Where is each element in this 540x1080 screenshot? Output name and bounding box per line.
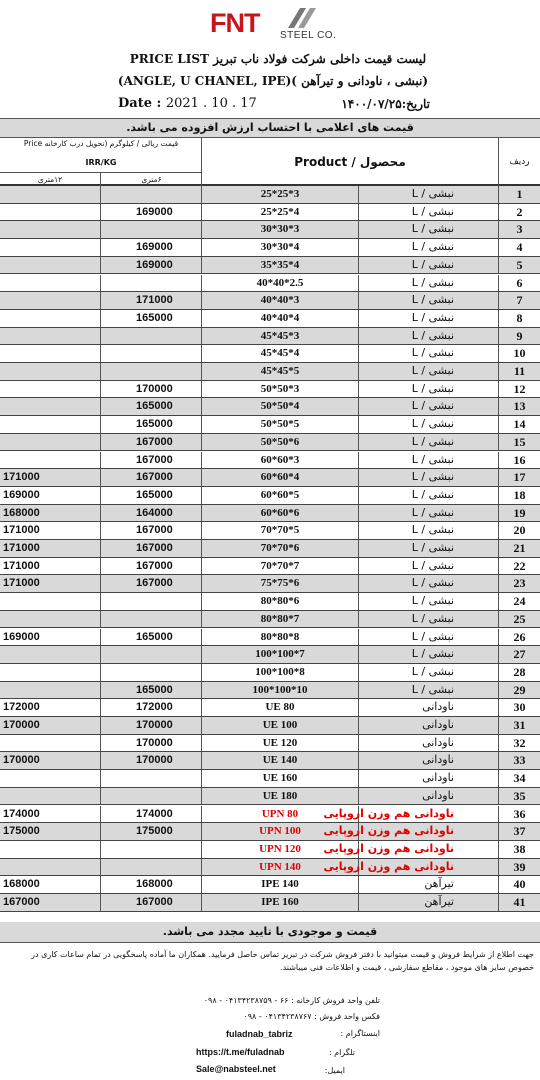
product-size: 50*50*4 — [202, 398, 359, 415]
table-row — [0, 717, 540, 735]
table-row — [0, 487, 540, 505]
table-row — [0, 806, 540, 824]
price-12m — [0, 452, 101, 469]
product-size: UPN 140 — [202, 859, 359, 876]
table-row — [0, 752, 540, 770]
price-header — [0, 138, 202, 186]
product-size: IPE 140 — [202, 876, 359, 893]
product-type: نبشی / L — [359, 575, 499, 592]
product-size: 50*50*6 — [202, 434, 359, 451]
row-number: 2 — [516, 204, 523, 219]
price-12m — [0, 328, 101, 345]
price-6m — [101, 593, 202, 610]
product-size: 80*80*6 — [202, 593, 359, 610]
row-number-header: ردیف — [509, 157, 530, 167]
row-number: 17 — [513, 470, 526, 485]
product-size: 45*45*4 — [202, 345, 359, 362]
product-size: 100*100*8 — [202, 664, 359, 681]
price-6m: 165000 — [101, 310, 202, 327]
price-12m — [0, 257, 101, 274]
price-6m — [101, 363, 202, 380]
row-number: 32 — [513, 735, 526, 750]
price-12m — [0, 593, 101, 610]
row-number: 24 — [513, 594, 526, 609]
price-12m — [0, 186, 101, 203]
row-number: 22 — [513, 558, 526, 573]
table-row — [0, 841, 540, 859]
price-6m — [101, 646, 202, 663]
date-fa: تاریخ:۱۴۰۰/۰۷/۲۵ — [341, 97, 430, 111]
table-row — [0, 664, 540, 682]
price-12m: 167000 — [0, 894, 101, 911]
row-number: 7 — [516, 293, 523, 308]
table-row — [0, 699, 540, 717]
price-6m: 170000 — [101, 717, 202, 734]
row-number: 39 — [513, 859, 526, 874]
product-type: ناودانی — [359, 788, 499, 805]
price-12m — [0, 611, 101, 628]
fax-line: فکس واحد فروش : ۰۴۱۳۴۲۳۸۷۶۷ - ۰۹۸ — [243, 1012, 380, 1021]
price-6m — [101, 859, 202, 876]
price-6m: 167000 — [101, 575, 202, 592]
table-row — [0, 381, 540, 399]
price-12m — [0, 310, 101, 327]
document-header — [0, 0, 540, 118]
price-6m: 168000 — [101, 876, 202, 893]
row-number: 12 — [513, 381, 526, 396]
price-6m: 169000 — [101, 257, 202, 274]
product-type: نبشی / L — [359, 593, 499, 610]
table-row — [0, 540, 540, 558]
price-12m — [0, 363, 101, 380]
instagram-label: اینستاگرام : — [340, 1029, 380, 1038]
product-size: UE 180 — [202, 788, 359, 805]
row-number: 25 — [513, 611, 526, 626]
product-size: UE 100 — [202, 717, 359, 734]
price-6m: 165000 — [101, 682, 202, 699]
product-type: نبشی / L — [359, 186, 499, 203]
row-number: 11 — [513, 364, 526, 378]
price-6m — [101, 186, 202, 203]
table-row — [0, 328, 540, 346]
price-12m: 171000 — [0, 469, 101, 486]
product-size: 70*70*7 — [202, 558, 359, 575]
price-12m: 171000 — [0, 575, 101, 592]
product-type: نبشی / L — [359, 611, 499, 628]
row-number: 36 — [513, 806, 526, 821]
price-6m: 167000 — [101, 434, 202, 451]
table-row — [0, 239, 540, 257]
price-12m — [0, 239, 101, 256]
price-6m: 167000 — [101, 894, 202, 911]
product-header: Product / محصول — [202, 138, 499, 186]
table-row — [0, 416, 540, 434]
product-size: 75*75*6 — [202, 575, 359, 592]
row-number: 1 — [516, 187, 523, 201]
price-12m — [0, 221, 101, 238]
table-row — [0, 735, 540, 753]
table-row — [0, 469, 540, 487]
price-6m — [101, 345, 202, 362]
price-6m — [101, 770, 202, 787]
product-type: نبشی / L — [359, 452, 499, 469]
price-6m: 169000 — [101, 239, 202, 256]
product-type: ناودانی هم وزن اروپایی — [359, 806, 499, 823]
price-12m: 168000 — [0, 876, 101, 893]
product-type: نبشی / L — [359, 204, 499, 221]
price-6m — [101, 841, 202, 858]
row-number: 27 — [513, 647, 526, 662]
row-number: 18 — [513, 487, 526, 502]
price-12m — [0, 292, 101, 309]
product-type: نبشی / L — [359, 363, 499, 380]
price-6m: 170000 — [101, 735, 202, 752]
table-row — [0, 221, 540, 239]
logo-mark-icon — [284, 6, 324, 32]
price-12m — [0, 859, 101, 876]
table-row — [0, 363, 540, 381]
product-size: 60*60*4 — [202, 469, 359, 486]
table-row — [0, 310, 540, 328]
price-6m: 174000 — [101, 806, 202, 823]
product-size: 45*45*5 — [202, 363, 359, 380]
col-12m-header: ۱۲متری — [0, 172, 101, 186]
product-type: نبشی / L — [359, 434, 499, 451]
row-number: 13 — [513, 399, 526, 414]
product-size: 60*60*6 — [202, 505, 359, 522]
table-row — [0, 859, 540, 877]
price-6m: 165000 — [101, 416, 202, 433]
product-type: ناودانی — [359, 735, 499, 752]
table-row — [0, 452, 540, 470]
row-number: 38 — [513, 841, 526, 856]
table-row — [0, 257, 540, 275]
price-12m — [0, 416, 101, 433]
table-row — [0, 398, 540, 416]
product-type: نبشی / L — [359, 257, 499, 274]
row-number: 40 — [513, 877, 526, 892]
price-6m: 171000 — [101, 292, 202, 309]
product-type: ناودانی هم وزن اروپایی — [359, 823, 499, 840]
row-number: 9 — [516, 328, 523, 343]
product-type: نبشی / L — [359, 664, 499, 681]
date-en — [118, 96, 257, 111]
product-type: ناودانی — [359, 770, 499, 787]
product-type: نبشی / L — [359, 328, 499, 345]
email-label: ایمیل: — [324, 1066, 345, 1075]
table-row — [0, 788, 540, 806]
price-12m: 172000 — [0, 699, 101, 716]
row-number: 16 — [513, 452, 526, 467]
product-type: نبشی / L — [359, 487, 499, 504]
product-type: نبشی / L — [359, 416, 499, 433]
price-12m: 175000 — [0, 823, 101, 840]
price-12m: 174000 — [0, 806, 101, 823]
product-size: 80*80*8 — [202, 629, 359, 646]
col-6m-header: ۶متری — [101, 172, 202, 187]
email-link[interactable]: Sale@nabsteel.net — [196, 1064, 276, 1074]
product-size: 30*30*3 — [202, 221, 359, 238]
price-6m: 170000 — [101, 381, 202, 398]
product-size: UPN 80 — [202, 806, 359, 823]
product-size: UE 120 — [202, 735, 359, 752]
price-6m: 167000 — [101, 558, 202, 575]
price-6m: 170000 — [101, 752, 202, 769]
price-title: قیمت ریالی / کیلوگرم (تحویل درب کارخانه Price — [23, 139, 179, 148]
price-12m — [0, 275, 101, 292]
price-table — [0, 118, 540, 928]
price-12m: 171000 — [0, 522, 101, 539]
row-number: 15 — [513, 434, 526, 449]
stock-notice: قیمت و موجودی با تایید مجدد می باشد. — [0, 922, 540, 943]
price-6m: 172000 — [101, 699, 202, 716]
product-type: نبشی / L — [359, 345, 499, 362]
table-row — [0, 894, 540, 912]
price-12m — [0, 646, 101, 663]
table-row — [0, 593, 540, 611]
product-type: تیرآهن — [359, 876, 499, 893]
product-type: ناودانی — [359, 717, 499, 734]
product-size: 30*30*4 — [202, 239, 359, 256]
price-6m: 167000 — [101, 522, 202, 539]
product-type: نبشی / L — [359, 221, 499, 238]
row-number: 4 — [516, 240, 523, 255]
product-type: ناودانی هم وزن اروپایی — [359, 859, 499, 876]
price-6m: 165000 — [101, 487, 202, 504]
row-number: 35 — [513, 788, 526, 803]
row-number: 29 — [513, 682, 526, 697]
product-size: 40*40*3 — [202, 292, 359, 309]
table-row — [0, 505, 540, 523]
price-6m — [101, 275, 202, 292]
table-row — [0, 434, 540, 452]
table-row — [0, 186, 540, 204]
row-number: 8 — [516, 310, 523, 325]
product-type: نبشی / L — [359, 522, 499, 539]
row-number: 5 — [516, 257, 523, 272]
product-type: تیرآهن — [359, 894, 499, 911]
row-number: 23 — [513, 576, 526, 591]
product-size: UPN 120 — [202, 841, 359, 858]
table-row — [0, 575, 540, 593]
product-size: 80*80*7 — [202, 611, 359, 628]
product-size: 60*60*5 — [202, 487, 359, 504]
product-size: 25*25*3 — [202, 186, 359, 203]
price-6m — [101, 328, 202, 345]
table-row — [0, 558, 540, 576]
row-number: 20 — [513, 523, 526, 538]
phone-line: تلفن واحد فروش کارخانه : ۶۶ - ۰۴۱۳۴۲۳۸۷۵۹ - ۰۹۸ — [203, 996, 380, 1005]
price-6m: 175000 — [101, 823, 202, 840]
product-type: نبشی / L — [359, 558, 499, 575]
table-row — [0, 876, 540, 894]
row-number: 10 — [513, 346, 526, 361]
product-type: نبشی / L — [359, 505, 499, 522]
price-12m — [0, 398, 101, 415]
product-type: نبشی / L — [359, 646, 499, 663]
product-size: 50*50*5 — [202, 416, 359, 433]
product-size: 70*70*5 — [202, 522, 359, 539]
table-row — [0, 204, 540, 222]
telegram-link[interactable]: https://t.me/fuladnab — [196, 1047, 285, 1057]
price-12m: 169000 — [0, 629, 101, 646]
price-12m — [0, 841, 101, 858]
telegram-label: تلگرام : — [328, 1048, 355, 1057]
product-type: ناودانی هم وزن اروپایی — [359, 841, 499, 858]
title-line-1: لیست قیمت داخلی شرکت فولاد ناب تبریز PRICE LIST — [129, 52, 427, 66]
product-type: نبشی / L — [359, 275, 499, 292]
price-12m — [0, 381, 101, 398]
row-number: 6 — [516, 275, 523, 290]
price-6m: 167000 — [101, 469, 202, 486]
table-row — [0, 770, 540, 788]
product-size: IPE 160 — [202, 894, 359, 911]
product-type: نبشی / L — [359, 381, 499, 398]
table-row — [0, 275, 540, 293]
table-row — [0, 646, 540, 664]
price-6m: 169000 — [101, 204, 202, 221]
row-number: 21 — [513, 541, 526, 555]
product-size: 40*40*2.5 — [202, 275, 359, 292]
logo-brand: FNT — [210, 8, 260, 38]
product-size: 45*45*3 — [202, 328, 359, 345]
price-12m — [0, 788, 101, 805]
price-12m: 169000 — [0, 487, 101, 504]
row-number: 14 — [513, 417, 526, 432]
product-type: نبشی / L — [359, 469, 499, 486]
row-number: 31 — [513, 718, 526, 732]
product-type: نبشی / L — [359, 540, 499, 557]
price-6m — [101, 611, 202, 628]
row-number: 41 — [513, 895, 526, 909]
product-type: نبشی / L — [359, 682, 499, 699]
price-6m: 167000 — [101, 540, 202, 557]
row-number: 37 — [513, 824, 526, 839]
price-6m — [101, 788, 202, 805]
product-type: ناودانی — [359, 752, 499, 769]
price-12m — [0, 735, 101, 752]
price-12m: 170000 — [0, 717, 101, 734]
price-12m: 171000 — [0, 558, 101, 575]
date-label: Date : — [118, 96, 166, 111]
price-12m: 171000 — [0, 540, 101, 557]
product-type: نبشی / L — [359, 292, 499, 309]
price-12m: 170000 — [0, 752, 101, 769]
product-type: نبشی / L — [359, 239, 499, 256]
table-row — [0, 682, 540, 700]
price-6m: 164000 — [101, 505, 202, 522]
price-6m — [101, 221, 202, 238]
product-type: نبشی / L — [359, 398, 499, 415]
product-size: 100*100*7 — [202, 646, 359, 663]
price-6m: 165000 — [101, 398, 202, 415]
row-number: 28 — [513, 664, 526, 679]
product-size: UE 80 — [202, 699, 359, 716]
product-size: 100*100*10 — [202, 682, 359, 699]
table-row — [0, 823, 540, 841]
product-size: 35*35*4 — [202, 257, 359, 274]
instagram-handle[interactable]: fuladnab_tabriz — [226, 1029, 293, 1039]
table-row — [0, 611, 540, 629]
price-12m: 168000 — [0, 505, 101, 522]
price-12m — [0, 434, 101, 451]
row-number: 33 — [513, 753, 526, 768]
price-6m: 167000 — [101, 452, 202, 469]
product-size: 25*25*4 — [202, 204, 359, 221]
table-row — [0, 522, 540, 540]
row-number: 34 — [513, 771, 526, 786]
product-size: 50*50*3 — [202, 381, 359, 398]
product-size: UE 140 — [202, 752, 359, 769]
title-line-2: (نبشی ، ناودانی و تیرآهن )(ANGLE, U CHANEL, IPE) — [117, 74, 429, 88]
price-12m — [0, 345, 101, 362]
logo-subtitle: STEEL CO. — [280, 30, 337, 41]
product-type: نبشی / L — [359, 629, 499, 646]
product-type: ناودانی — [359, 699, 499, 716]
row-number: 3 — [516, 222, 523, 237]
date-value: 2021 . 10 . 17 — [165, 96, 257, 111]
sales-note: جهت اطلاع از شرایط فروش و قیمت میتوانید با دفتر فروش شرکت در تبریز تماس حاصل فرمایید. همکاران ما آماده پاسخگویی در تمام ساعات کاری در خصوص سایز های موجود ، مقاطع سفارشی ، قیمت و اطلاعات فنی میباشند. — [31, 950, 534, 972]
price-12m — [0, 204, 101, 221]
row-number: 19 — [513, 505, 526, 520]
price-6m: 165000 — [101, 629, 202, 646]
product-size: 40*40*4 — [202, 310, 359, 327]
table-row — [0, 292, 540, 310]
company-logo — [210, 6, 340, 46]
product-size: 70*70*6 — [202, 540, 359, 557]
vat-banner: قیمت های اعلامی با احتساب ارزش افزوده می باشد. — [0, 118, 540, 138]
product-size: UE 160 — [202, 770, 359, 787]
product-size: UPN 100 — [202, 823, 359, 840]
product-size: 60*60*3 — [202, 452, 359, 469]
table-header — [0, 138, 540, 186]
row-number: 30 — [513, 700, 526, 715]
table-row — [0, 629, 540, 647]
table-row — [0, 345, 540, 363]
product-type: نبشی / L — [359, 310, 499, 327]
price-unit: IRR/KG — [85, 158, 117, 167]
price-12m — [0, 770, 101, 787]
price-6m — [101, 664, 202, 681]
row-number: 26 — [513, 629, 526, 644]
price-12m — [0, 682, 101, 699]
price-12m — [0, 664, 101, 681]
